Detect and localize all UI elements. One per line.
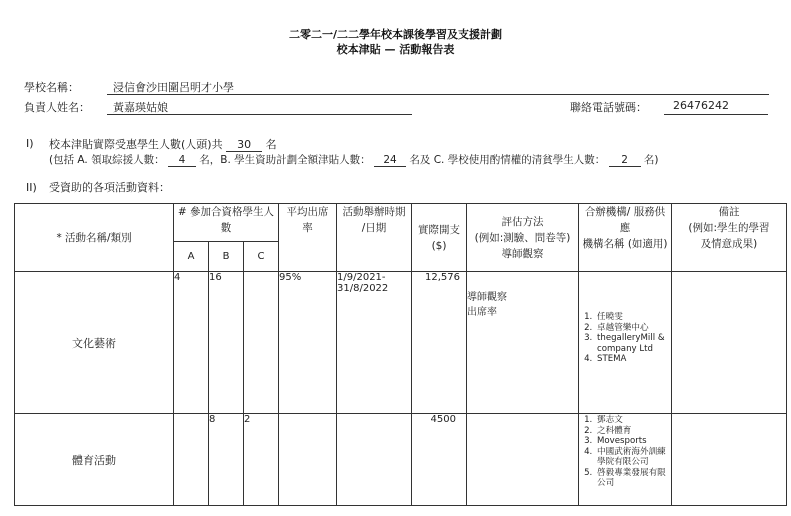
section1-number: I) [26,137,34,150]
list-item: 2. 卓越管樂中心 [595,323,671,334]
col-a-header: A [174,242,209,272]
actual-cost: 4500 [412,414,467,506]
activity-name-header: * 活動名稱/類別 [15,204,174,272]
list-item: 1. 任曉雯 [595,312,671,323]
organisation-list [579,272,672,414]
count-a [174,414,209,506]
attendance-rate [279,414,337,506]
table-header-row [15,204,787,242]
a-label: (包括 A. 領取綜援人數： [49,154,165,166]
actual-cost: 12,576 [412,272,467,414]
c-value: 2 [609,154,641,167]
section1-close: 名) [643,154,659,166]
organisation-header: 合辦機構/ 服務供 應 機構名稱 (如適用) [579,204,672,272]
count-b: 8 [209,414,244,506]
section2-title: 受資助的各項活動資料： [49,181,170,194]
section2-number: II) [26,181,37,194]
person-underline [107,114,412,115]
list-item: 4. 中國武術海外訓練學院有限公司 [595,447,671,468]
a-value: 4 [168,154,196,167]
table-row [15,272,787,414]
attendance-header: 平均出席 率 [279,204,337,272]
section1-unit: 名 [265,138,277,151]
activity-period [337,414,412,506]
school-name-label: 學校名稱： [24,81,79,94]
activity-name: 文化藝術 [15,272,174,414]
cost-header: 實際開支 ($) [412,204,467,272]
attendance-rate: 95% [279,272,337,414]
remarks [672,272,787,414]
section1-line1 [49,136,277,152]
col-c-header: C [244,242,279,272]
list-item: 1. 鄧志文 [595,415,671,426]
phone-label: 聯絡電話號碼： [570,101,647,114]
period-header: 活動舉辦時期 /日期 [337,204,412,272]
phone-value: 26476242 [673,99,729,112]
person-value: 黃嘉瑛姑娘 [113,101,168,114]
list-item: 4. STEMA [595,354,671,365]
count-c [244,272,279,414]
form-title: 二零二一/二二學年校本課後學習及支援計劃 [288,28,503,41]
form-subtitle: 校本津貼 — 活動報告表 [336,43,455,56]
count-b: 16 [209,272,244,414]
activity-table [14,203,787,506]
evaluation-method [467,414,579,506]
organisation-list [579,414,672,506]
c-label: 名及 C. 學校使用酌情權的清貧學生人數： [409,154,606,166]
students-header: # 參加合資格學生人 數 [174,204,279,242]
person-label: 負責人姓名： [24,101,90,114]
school-name-underline [107,94,769,95]
b-label: 名，B. 學生資助計劃全額津貼人數： [199,154,371,166]
list-item: 3. thegalleryMill & company Ltd [595,333,671,354]
table-row [15,414,787,506]
list-item: 5. 啓毅專業發展有限公司 [595,468,671,489]
activity-period: 1/9/2021- 31/8/2022 [337,272,412,414]
school-name-value: 浸信會沙田圍呂明才小學 [113,81,234,94]
count-c: 2 [244,414,279,506]
remarks-header: 備註 (例如:學生的學習 及情意成果) [672,204,787,272]
count-a: 4 [174,272,209,414]
section1-line2 [49,152,659,167]
b-value: 24 [374,154,406,167]
evaluation-header: 評估方法 (例如:測驗、問卷等) 導師觀察 [467,204,579,272]
list-item: 3. Movesports [595,436,671,447]
list-item: 2. 之科體育 [595,426,671,437]
total-students-value: 30 [226,138,262,152]
col-b-header: B [209,242,244,272]
evaluation-method: 導師觀察 出席率 [467,272,579,414]
remarks [672,414,787,506]
section1-text: 校本津貼實際受惠學生人數(人頭)共 [49,138,223,151]
phone-underline [664,114,768,115]
activity-name: 體育活動 [15,414,174,506]
